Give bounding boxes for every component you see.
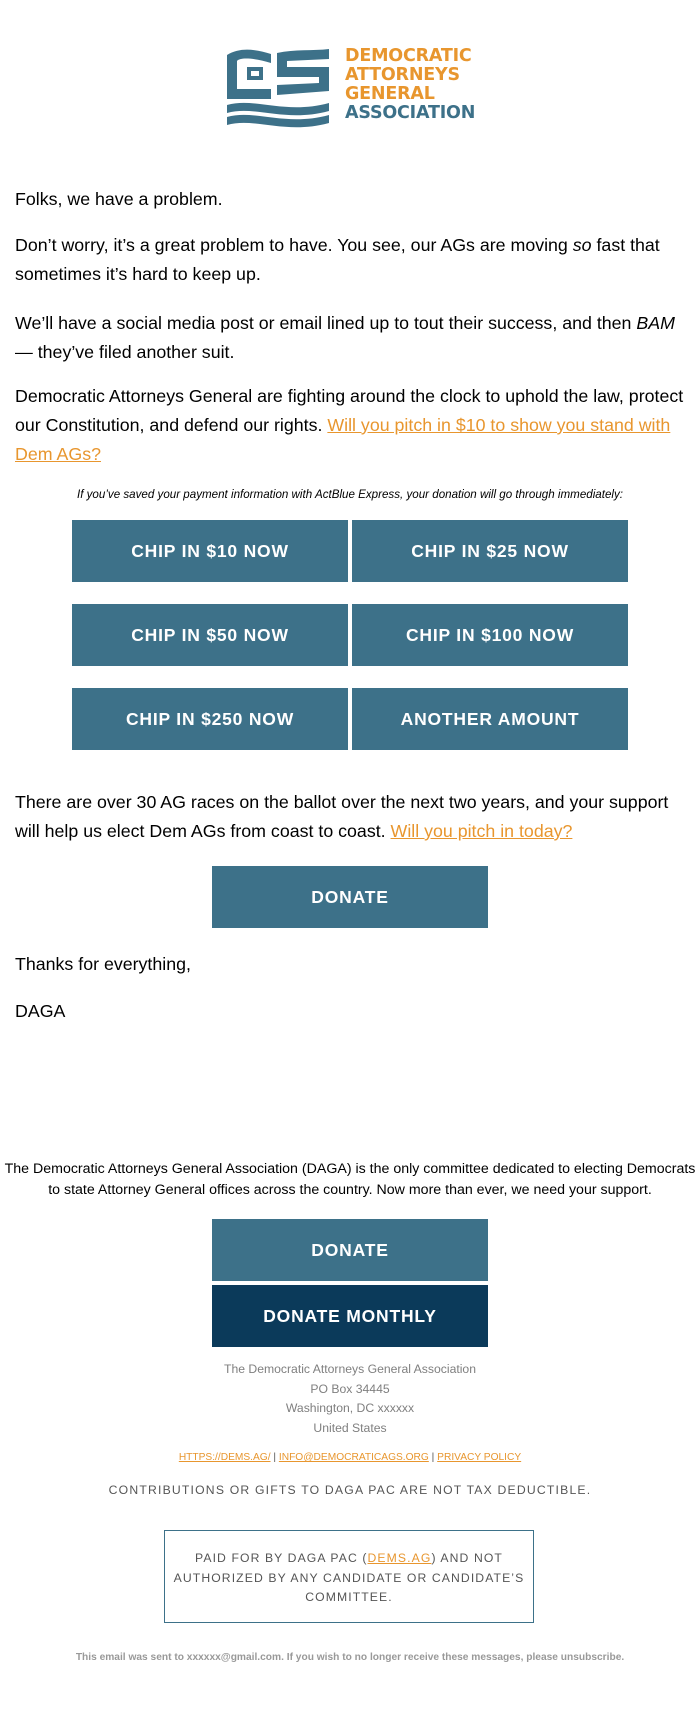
link-separator: | [273,1452,277,1463]
paid-for-text [165,1549,533,1608]
logo-line-2: ATTORNEYS [345,65,460,85]
tax-disclaimer: CONTRIBUTIONS OR GIFTS TO DAGA PAC ARE NOT TAX DEDUCTIBLE. [108,1483,592,1497]
problem-text-a: Don’t worry, it’s a great problem to have. You see, our AGs are moving [15,235,573,255]
social-text-b: — they’ve filed another suit. [15,342,235,362]
website-link[interactable]: HTTPS://DEMS.AG/ [178,1452,271,1463]
paid-for-box [164,1530,534,1623]
logo-line-4: ASSOCIATION [345,103,476,123]
chip-in-100-button[interactable]: CHIP IN $100 NOW [352,604,628,666]
signature: DAGA [15,1001,66,1021]
logo-wordmark [345,47,475,123]
logo-line-1: DEMOCRATIC [345,46,472,66]
privacy-policy-link[interactable]: PRIVACY POLICY [437,1452,522,1463]
actblue-note: If you’ve saved your payment information with ActBlue Express, your donation will go through immediately: [76,488,624,501]
intro-paragraph [15,185,685,214]
link-separator: | [431,1452,435,1463]
paid-text-b: ) AND NOT AUTHORIZED BY ANY CANDIDATE OR CANDIDATE’S COMMITTEE. [173,1551,525,1604]
social-paragraph [15,309,685,367]
social-emphasis: BAM [636,313,675,333]
about-daga-text: The Democratic Attorneys General Association (DAGA) is the only committee dedicated to electing Democrats to state Attorney General offices across the country. Now more than ever, we need your support. [4,1161,696,1198]
races-text: There are over 30 AG races on the ballot over the next two years, and your support will help us elect Dem AGs from coast to coast. [15,792,669,841]
dems-ag-link[interactable]: DEMS.AG [367,1551,432,1565]
thanks-text: Thanks for everything, [15,954,191,974]
chip-in-25-button[interactable]: CHIP IN $25 NOW [352,520,628,582]
unsubscribe-notice[interactable]: This email was sent to xxxxxx@gmail.com. If you wish to no longer receive these messages, please unsubscribe. [75,1652,625,1663]
mailing-address [0,1360,700,1438]
daga-logo[interactable] [225,45,485,135]
another-amount-button[interactable]: ANOTHER AMOUNT [352,688,628,750]
chip-in-250-button[interactable]: CHIP IN $250 NOW [72,688,348,750]
problem-paragraph [15,231,685,289]
footer-links [0,1452,700,1463]
problem-text-b: fast that sometimes it’s hard to keep up. [15,235,660,284]
footer-donate-button[interactable]: DONATE [212,1219,488,1281]
pitch-in-today-link[interactable]: Will you pitch in today? [390,821,573,841]
chip-in-10-button[interactable]: CHIP IN $10 NOW [72,520,348,582]
fighting-text: Democratic Attorneys General are fighting around the clock to uphold the law, protect our Constitution, and defend our rights. [15,386,684,435]
donate-button[interactable]: DONATE [212,866,488,928]
logo-line-3: GENERAL [345,84,435,104]
fighting-paragraph [15,382,685,469]
social-text-a: We’ll have a social media post or email lined up to tout their success, and then [15,313,637,333]
address-line-2: PO Box 34445 [310,1381,390,1396]
problem-emphasis: so [572,235,592,255]
paid-text-a: PAID FOR BY DAGA PAC ( [195,1551,368,1565]
address-line-4: United States [313,1420,387,1435]
address-line-3: Washington, DC xxxxxx [285,1401,415,1415]
intro-text: Folks, we have a problem. [15,189,223,209]
chip-in-50-button[interactable]: CHIP IN $50 NOW [72,604,348,666]
email-link[interactable]: INFO@DEMOCRATICAGS.ORG [278,1452,429,1463]
flag-logo-icon [225,45,337,130]
address-line-1: The Democratic Attorneys General Association [224,1362,476,1376]
donate-monthly-button[interactable]: DONATE MONTHLY [212,1285,488,1347]
races-paragraph [15,788,685,846]
pitch-in-10-link[interactable]: Will you pitch in $10 to show you stand with Dem AGs? [15,415,671,464]
